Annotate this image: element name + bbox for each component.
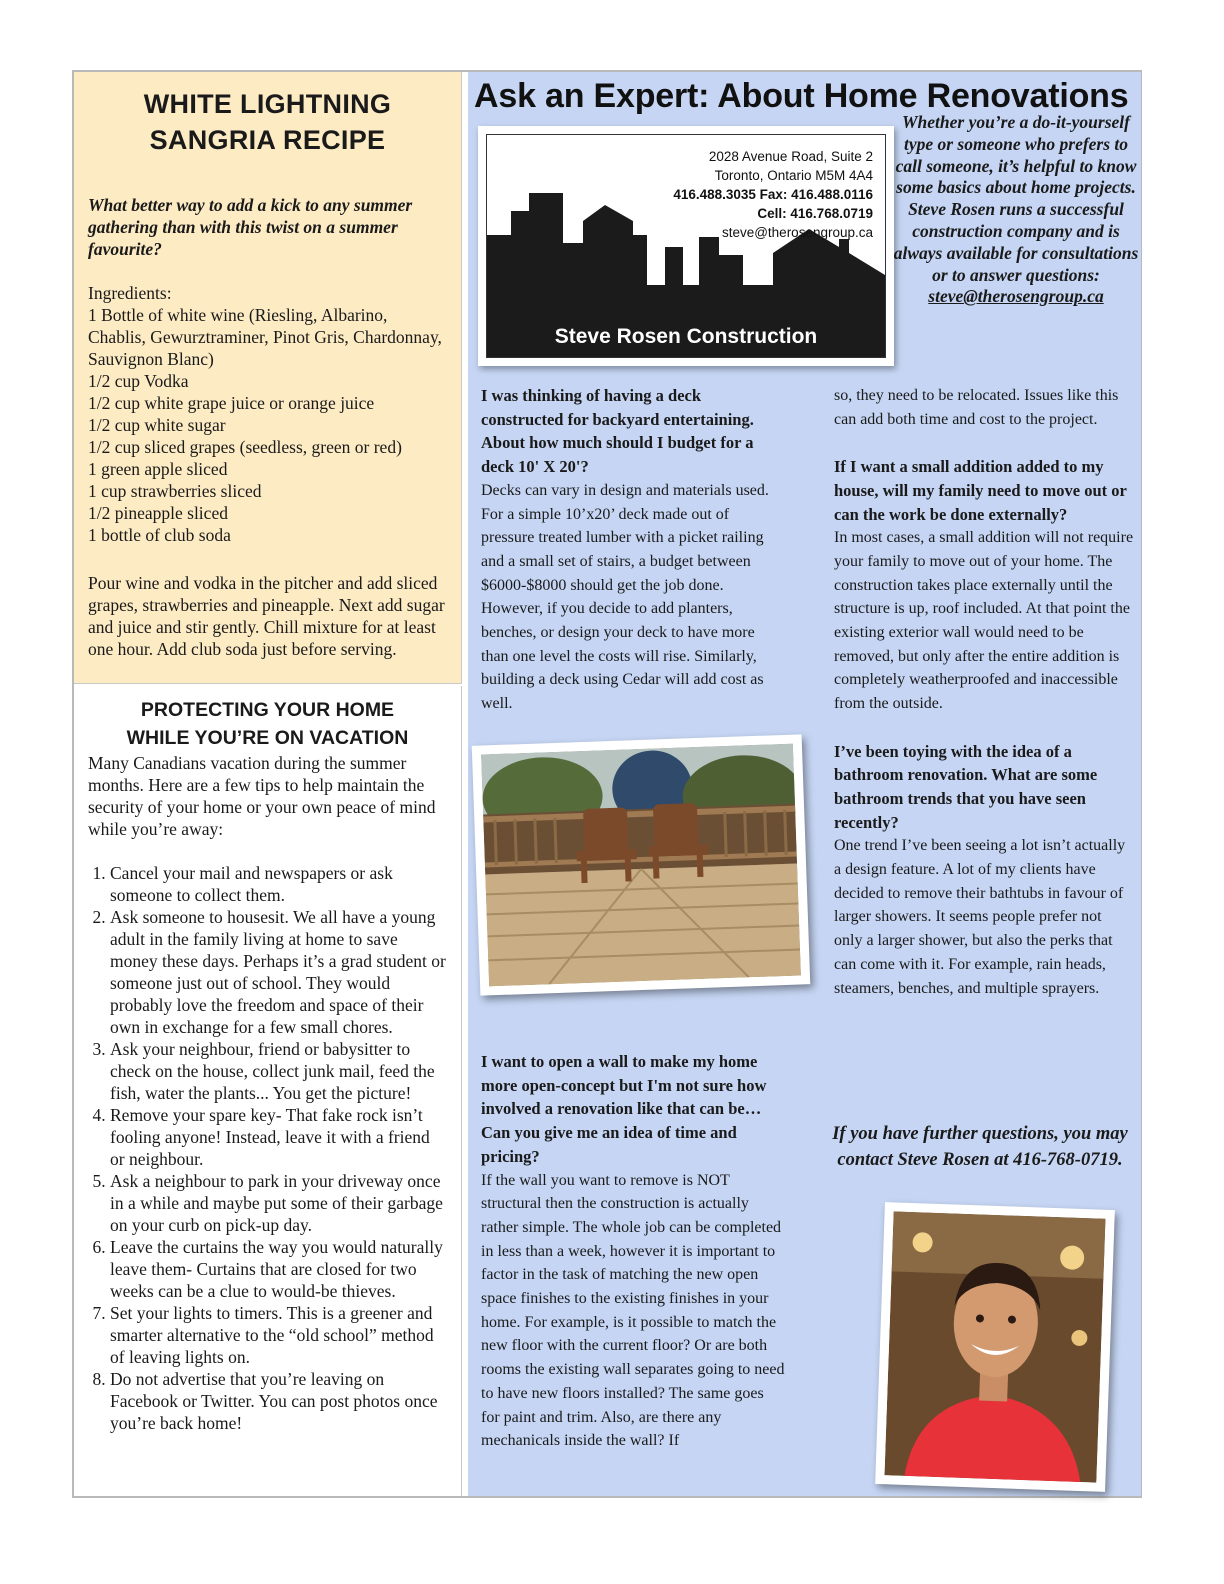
blurb-text: Whether you’re a do-it-yourself type or someone who prefers to call someone, it’s helpful to know some basics about home projects. Steve Rosen runs a successful construction company and is always available for consultations or to answer questions: [893, 112, 1139, 285]
question-deck: I was thinking of having a deck constructed for backyard entertaining. About how much should I budget for a deck 10' X 20'? [481, 386, 754, 477]
logo-address-line2: Toronto, Ontario M5M 4A4 [714, 168, 873, 183]
list-item: 4. Remove your spare key- That fake rock isn’t fooling anyone! Instead, leave it with a friend or neighbour. [110, 1104, 447, 1170]
vacation-tips-panel [74, 686, 462, 1496]
qa-column-left-lower [481, 1050, 786, 1453]
logo-company-name: Steve Rosen Construction [554, 325, 818, 348]
answer-deck: Decks can vary in design and materials used. For a simple 10’x20’ deck made out of pressure treated lumber with a picket railing and a small set of stairs, a budget between $6000-$8000 should get the job done. However, if you decide to add planters, benches, or design your deck to have more than one level the costs will rise. Similarly, building a deck using Cedar will add cost as well. [481, 481, 769, 713]
logo-phone-fax: 416.488.3035 Fax: 416.488.0116 [673, 187, 873, 202]
vacation-title-line1: PROTECTING YOUR HOME [140, 699, 395, 721]
list-item: 5. Ask a neighbour to park in your driveway once in a while and maybe put some of their garbage on your curb on pick-up day. [110, 1170, 447, 1236]
sangria-title [88, 86, 447, 158]
sangria-recipe-panel [74, 72, 462, 684]
ingredients-label: Ingredients: [88, 283, 172, 303]
vacation-title-line2: WHILE YOU’RE ON VACATION [126, 727, 409, 749]
ingredient-item: 1 Bottle of white wine (Riesling, Albarino, Chablis, Gewurztraminer, Pinot Gris, Chardonnay, Sauvignon Blanc) [88, 305, 447, 369]
question-addition: If I want a small addition added to my house, will my family need to move out or can the work be done externally? [834, 457, 1127, 524]
logo-contact-block [673, 147, 873, 242]
ingredient-item: 1/2 cup white grape juice or orange juice [88, 393, 375, 413]
spacer [834, 716, 1134, 740]
sangria-method: Pour wine and vodka in the pitcher and add sliced grapes, strawberries and pineapple. Next add sugar and juice and stir gently. Chill mixture for at least one hour. Add club soda just before serving. [88, 573, 445, 659]
ingredient-item: 1 cup strawberries sliced [88, 481, 262, 501]
ingredient-item: 1/2 cup white sugar [88, 415, 226, 435]
qa-column-left [481, 384, 781, 716]
answer-open-wall: If the wall you want to remove is NOT structural then the construction is actually rather simple. The whole job can be completed in less than a week, however it is important to factor in the task of matching the new open space finishes to the existing finishes in your home. For example, is it possible to match the new floor with the current floor? Or are both rooms the existing wall separates going to need to have new floors installed? The same goes for paint and trim. Also, are there any mechanicals inside the wall? If [481, 1171, 785, 1450]
spacer [834, 431, 1134, 455]
qa-column-right [834, 384, 1134, 1000]
contact-note: If you have further questions, you may contact Steve Rosen at 416-768-0719. [832, 1124, 1128, 1170]
logo-address-line1: 2028 Avenue Road, Suite 2 [708, 149, 873, 164]
sangria-title-line2: SANGRIA RECIPE [149, 125, 386, 155]
sangria-title-line1: WHITE LIGHTNING [143, 89, 392, 119]
logo-email: steve@therosengroup.ca [721, 225, 873, 240]
list-item: 6. Leave the curtains the way you would naturally leave them- Curtains that are closed for two weeks can be a clue to would-be thieves. [110, 1236, 447, 1302]
sangria-intro: What better way to add a kick to any summer gathering than with this twist on a summer favourite? [88, 195, 413, 259]
blurb-email-link[interactable]: steve@therosengroup.ca [928, 286, 1104, 307]
expert-intro-blurb [892, 112, 1140, 308]
list-item: 1. Cancel your mail and newspapers or ask someone to collect them. [110, 862, 447, 906]
ingredient-item: 1/2 cup Vodka [88, 371, 189, 391]
ask-expert-panel [468, 72, 1141, 1496]
list-item: 2. Ask someone to housesit. We all have a young adult in the family living at home to save money these days. Perhaps it’s a grad student or someone just out of school. They would probably love the freedom and space of their own in exchange for a few small chores. [110, 906, 447, 1038]
answer-addition: In most cases, a small addition will not require your family to move out of your home. The construction takes place externally until the structure is up, roof included. At that point the existing exterior wall would need to be removed, but only after the entire addition is completely weatherproofed and inaccessible from the outside. [834, 529, 1134, 713]
vacation-intro: Many Canadians vacation during the summer months. Here are a few tips to help maintain the security of your home or your own peace of mind while you’re away: [88, 753, 436, 839]
ingredient-item: 1/2 cup sliced grapes (seedless, green or red) [88, 437, 402, 457]
answer-open-wall-continued: so, they need to be relocated. Issues like this can add both time and cost to the project. [834, 387, 1119, 428]
ingredient-item: 1 green apple sliced [88, 459, 228, 479]
question-open-wall: I want to open a wall to make my home more open-concept but I'm not sure how involved a renovation like that can be… Can you give me an idea of time and pricing? [481, 1052, 767, 1166]
deck-photo [472, 734, 811, 995]
answer-bathroom: One trend I’ve been seeing a lot isn’t actually a design feature. A lot of my clients have decided to remove their bathtubs in favour of larger showers. It seems people prefer not only a larger shower, but also the perks that can come with it. For example, rain heads, steamers, benches, and multiple sprayers. [834, 837, 1126, 997]
vacation-title [88, 696, 447, 752]
list-item: 7. Set your lights to timers. This is a greener and smarter alternative to the “old school” method of leaving lights on. [110, 1302, 447, 1368]
vacation-tips-list [88, 862, 447, 1434]
expert-title: Ask an Expert: About Home Renovations [474, 77, 1129, 115]
company-logo-card [478, 126, 894, 366]
deck-image [481, 744, 801, 987]
ingredients-list [88, 282, 447, 546]
list-item: 8. Do not advertise that you’re leaving on Facebook or Twitter. You can post photos once you’re back home! [110, 1368, 447, 1434]
logo-cell: Cell: 416.768.0719 [757, 206, 873, 221]
portrait-image [884, 1211, 1105, 1482]
list-item: 3. Ask your neighbour, friend or babysitter to check on the house, collect junk mail, feed the fish, water the plants... You get the picture! [110, 1038, 447, 1104]
ingredient-item: 1 bottle of club soda [88, 525, 231, 545]
steve-rosen-photo [875, 1202, 1115, 1492]
company-logo [486, 134, 886, 358]
ingredient-item: 1/2 pineapple sliced [88, 503, 228, 523]
question-bathroom: I’ve been toying with the idea of a bathroom renovation. What are some bathroom trends that you have seen recently? [834, 741, 1098, 832]
